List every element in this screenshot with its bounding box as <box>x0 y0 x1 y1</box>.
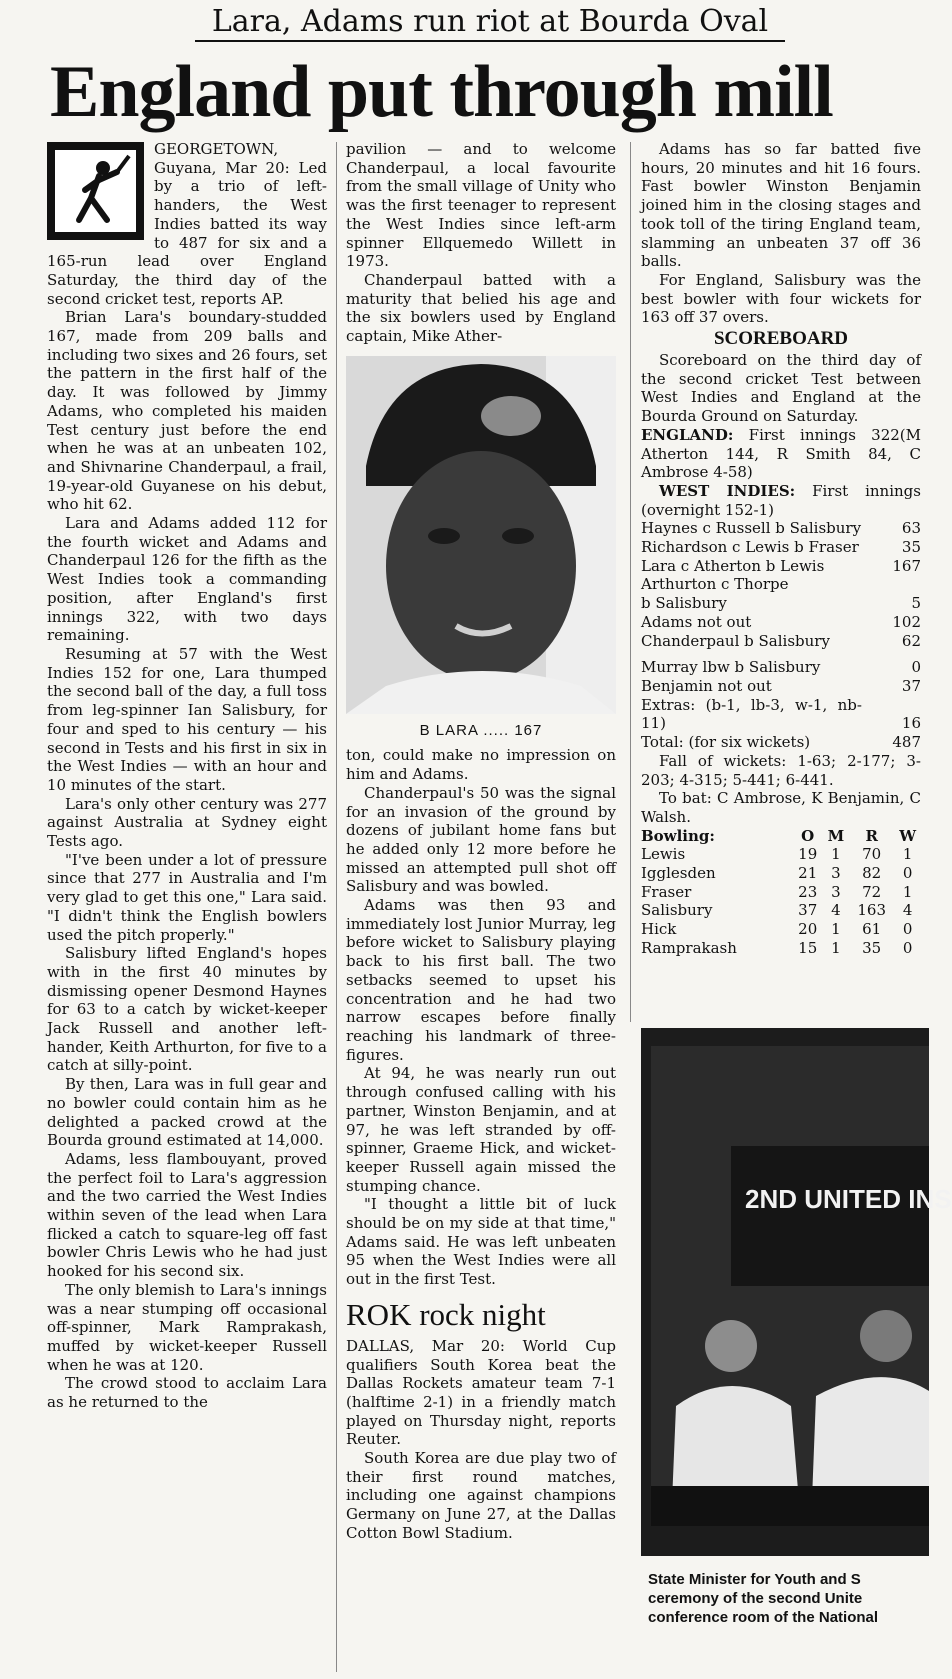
england-innings: First innings 322(M Atherton 144, R Smith 84, C Ambrose 4-58) <box>641 425 921 482</box>
england-label: ENGLAND: <box>641 425 734 444</box>
dateline: GEORGETOWN, Guyana, Mar 20: <box>154 140 290 177</box>
paragraph: For England, Salisbury was the best bowler with four wickets for 163 off 37 overs. <box>641 270 921 327</box>
paragraph: DALLAS, Mar 20: World Cup qualifiers South Korea beat the Dallas Rockets amateur team 7-1 (halftime 2-1) in a friendly match played on Thursday night, reports Reuter. <box>346 1336 616 1449</box>
batting-row: Lara c Atherton b Lewis 167 <box>641 556 921 575</box>
batting-row: Arthurton c Thorpe <box>641 575 789 594</box>
bowling-row: Hick 20 1 61 0 <box>641 920 913 939</box>
article-column-3 <box>641 140 921 958</box>
paragraph: Salisbury lifted England's hopes with in the first 40 minutes by dismissing opener Desmond Haynes for 63 to a catch by wicket-keeper Jack Russell and another left-hander, Keith Arthurton, for five to a catch at silly-point. <box>47 944 327 1075</box>
paragraph: South Korea are due play two of their first round matches, including one against champions Germany on June 27, at the Dallas Cotton Bowl Stadium. <box>346 1449 616 1542</box>
photo-caption: B LARA ..... 167 <box>419 721 543 739</box>
main-headline: England put through mill <box>50 51 833 133</box>
bowling-row: Ramprakash 15 1 35 0 <box>641 938 913 957</box>
paragraph: Chanderpaul's 50 was the signal for an invasion of the ground by dozens of jubilant home fans but he added only 12 more before he missed an attempted pull shot off Salisbury and was bowled. <box>346 783 616 896</box>
column-divider <box>336 142 337 1672</box>
paragraph: At 94, he was nearly run out through confused calling with his partner, Winston Benjamin, and at 97, he was left stranded by off-spinner, Graeme Hick, and wicket-keeper Russell again missed the stumping chance. <box>346 1064 616 1195</box>
batting-row: Chanderpaul b Salisbury 62 <box>641 631 921 650</box>
paragraph: The crowd stood to acclaim Lara as he returned to the <box>47 1374 327 1412</box>
batting-row: Total: (for six wickets) 487 <box>641 733 921 752</box>
batting-row: Murray lbw b Salisbury 0 <box>641 658 921 677</box>
paragraph: pavilion — and to welcome Chanderpaul, a local favourite from the small village of Unity who was the first teenager to represent the West Indies since left-arm spinner Ellquemedo Willett in 1973. <box>346 140 616 271</box>
paragraph: Resuming at 57 with the West Indies 152 for one, Lara thumped the second ball of the day, a full toss from leg-spinner Ian Salisbury, for four and sped to his century — his second in Tests and his first in six in the West Indies — with an hour and 10 minutes of the start. <box>47 644 327 794</box>
paragraph: Adams, less flambouyant, proved the perfect foil to Lara's aggression and the two carried the West Indies within seven of the lead when Lara flicked a catch to square-leg off fast bowler Chris Lewis who he had just hooked for his second six. <box>47 1149 327 1281</box>
bowling-row: Fraser 23 3 72 1 <box>641 882 913 901</box>
fall-of-wickets: Fall of wickets: 1-63; 2-177; 3-203; 4-315; 5-441; 6-441. <box>641 751 921 789</box>
ceremony-photo <box>641 1028 952 1556</box>
batting-row: Haynes c Russell b Salisbury 63 <box>641 519 921 538</box>
article-column-1 <box>47 140 327 1412</box>
to-bat: To bat: C Ambrose, K Benjamin, C Walsh. <box>641 789 921 826</box>
bowling-row: Lewis 19 1 70 1 <box>641 845 913 864</box>
paragraph: ton, could make no impression on him and Adams. <box>346 746 616 784</box>
paragraph: Adams was then 93 and immediately lost Junior Murray, leg before wicket to Salisbury playing back to his first ball. The two setbacks seemed to upset his concentration and he had two narrow escapes before finally reaching his landmark of three-figures. <box>346 896 616 1064</box>
batting-row: Benjamin not out 37 <box>641 676 921 695</box>
bowling-header-row: Bowling: O M R W <box>641 826 917 845</box>
west-indies-label: WEST INDIES: <box>659 481 796 500</box>
batting-row: Extras: (b-1, lb-3, w-1, nb-11) 16 <box>641 695 921 733</box>
ceremony-caption: State Minister for Youth and S ceremony of the second Unite conference room of the National <box>648 1571 879 1626</box>
paragraph: The only blemish to Lara's innings was a near stumping off occasional off-spinner, Mark Ramprakash, muffed by wicket-keeper Russell when he was at 120. <box>47 1280 327 1374</box>
scoreboard-title: SCOREBOARD <box>713 328 849 350</box>
west-indies-innings: First innings (overnight 152-1) <box>641 481 921 519</box>
paragraph: "I've been under a lot of pressure since that 277 in Australia and I'm very glad to get this one," Lara said. "I didn't think the English bowlers used the pitch properly." <box>47 850 327 944</box>
cricket-logo-icon <box>47 142 144 240</box>
rok-headline: ROK rock night <box>346 1296 546 1332</box>
batting-list <box>641 519 921 751</box>
paragraph: Lara and Adams added 112 for the fourth wicket and Adams and Chanderpaul 126 for the fifth as the West Indies took a commanding position, after England's first innings 322, with two days remaining. <box>47 514 327 645</box>
paragraph: Chanderpaul batted with a maturity that belied his age and the six bowlers used by England captain, Mike Ather- <box>346 270 616 346</box>
kicker-headline: Lara, Adams run riot at Bourda Oval <box>195 4 785 42</box>
bowling-table <box>641 827 921 958</box>
banner-text: 2ND UNITED INS <box>731 1146 929 1286</box>
article-column-2 <box>346 140 616 1543</box>
batting-row: Richardson c Lewis b Fraser 35 <box>641 538 921 557</box>
batting-row: Adams not out 102 <box>641 612 921 631</box>
batting-row: b Salisbury 5 <box>641 594 921 613</box>
paragraph: By then, Lara was in full gear and no bowler could contain him as he delighted a packed crowd at the Bourda ground estimated at 14,000. <box>47 1075 327 1150</box>
bowling-row: Igglesden 21 3 82 0 <box>641 864 913 883</box>
paragraph: Lara's only other century was 277 against Australia at Sydney eight Tests ago. <box>47 794 327 851</box>
bowling-row: Salisbury 37 4 163 4 <box>641 901 913 920</box>
paragraph: Adams has so far batted five hours, 20 minutes and hit 16 fours. Fast bowler Winston Benjamin joined him in the closing stages and took toll of the tiring England team, slamming an unbeaten 37 off 36 balls. <box>641 140 921 271</box>
lede-text: Led by a trio of left-handers, the West Indies batted its way to 487 for six and a 165-run lead over England Saturday, the third day of the second cricket test, reports AP. <box>47 158 327 308</box>
lara-photo <box>346 356 616 714</box>
scoreboard-intro: Scoreboard on the third day of the second cricket Test between West Indies and England at the Bourda Ground on Saturday. <box>641 351 921 426</box>
paragraph: "I thought a little bit of luck should be on my side at that time," Adams said. He was left unbeaten 95 when the West Indies were all out in the first Test. <box>346 1195 616 1289</box>
column-divider <box>630 142 631 1022</box>
paragraph: Brian Lara's boundary-studded 167, made from 209 balls and including two sixes and 26 fours, set the pattern in the first half of the day. It was followed by Jimmy Adams, who completed his maiden Test century just before the end when he was at an unbeaten 102, and Shivnarine Chanderpaul, a frail, 19-year-old Guyanese on his debut, who hit 62. <box>47 308 327 514</box>
